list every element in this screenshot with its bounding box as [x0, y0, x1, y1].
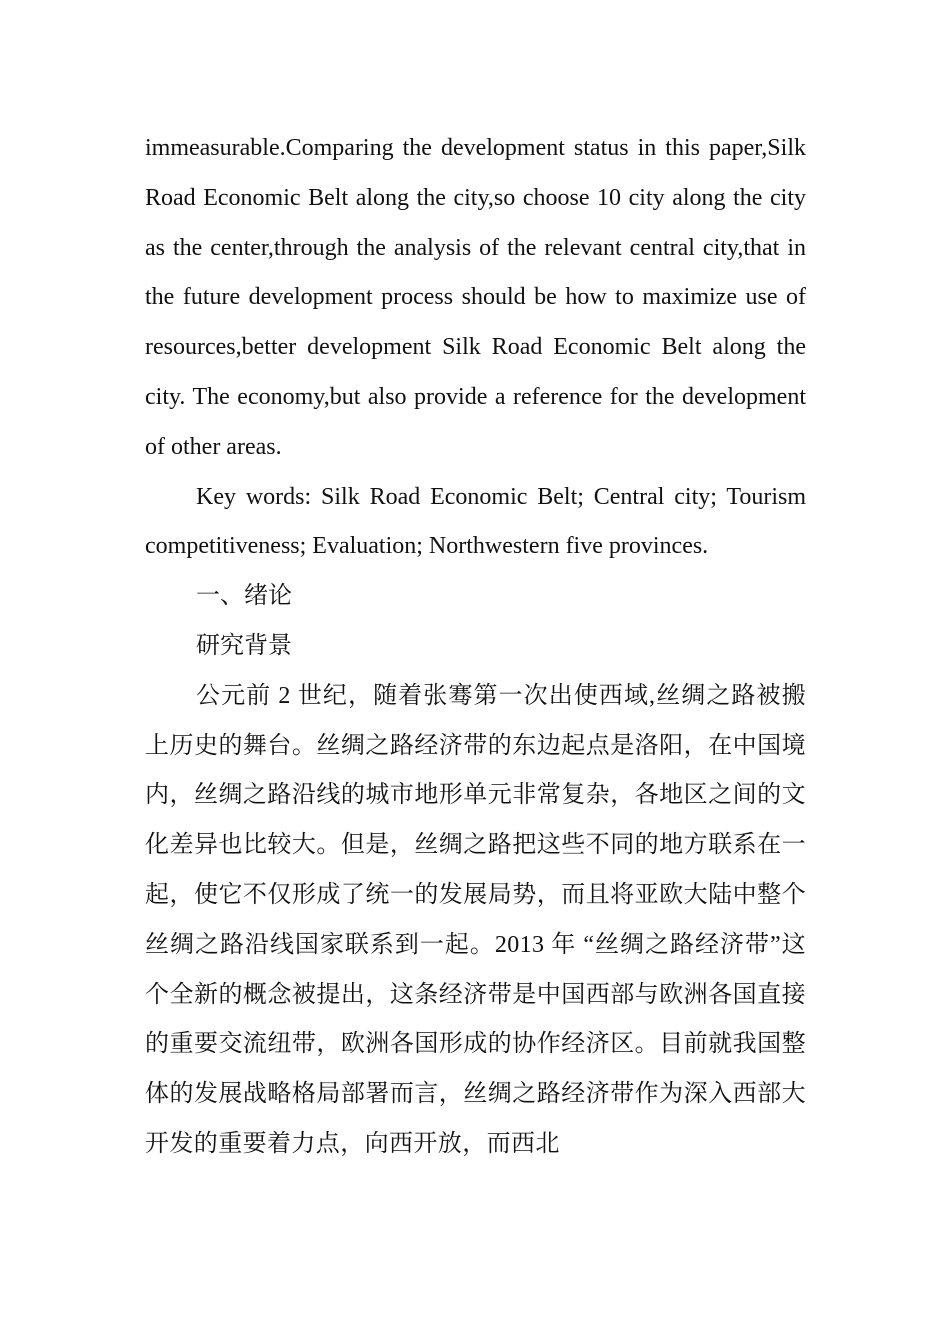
abstract-paragraph: immeasurable.Comparing the development status in this paper,Silk Road Economic Belt along the city,so choose 10 city along the city as the center,through the analysis of the relevant central city,that in the future development process should be how to maximize use of resources,better development Silk Road Economic Belt along the city. The economy,but also provide a reference for the development of other areas. [145, 135, 806, 460]
body-paragraph: 公元前 2 世纪，随着张骞第一次出使西域,丝绸之路被搬上历史的舞台。丝绸之路经济带的东边起点是洛阳，在中国境内，丝绸之路沿线的城市地形单元非常复杂，各地区之间的文化差异也比较大。但是，丝绸之路把这些不同的地方联系在一起，使它不仅形成了统一的发展局势，而且将亚欧大陆中整个丝绸之路沿线国家联系到一起。2013 年 “丝绸之路经济带”这个全新的概念被提出，这条经济带是中国西部与欧洲各国直接的重要交流纽带，欧洲各国形成的协作经济区。目前就我国整体的发展战略格局部署而言，丝绸之路经济带作为深入西部大开发的重要着力点，向西开放，而西北 [145, 682, 806, 1157]
subsection-heading: 研究背景 [196, 632, 292, 659]
document-page [145, 124, 806, 1170]
keywords-paragraph: Key words: Silk Road Economic Belt; Central city; Tourism competitiveness; Evaluation; Northwestern five provinces. [145, 483, 806, 560]
section-heading: 一、绪论 [196, 583, 292, 610]
